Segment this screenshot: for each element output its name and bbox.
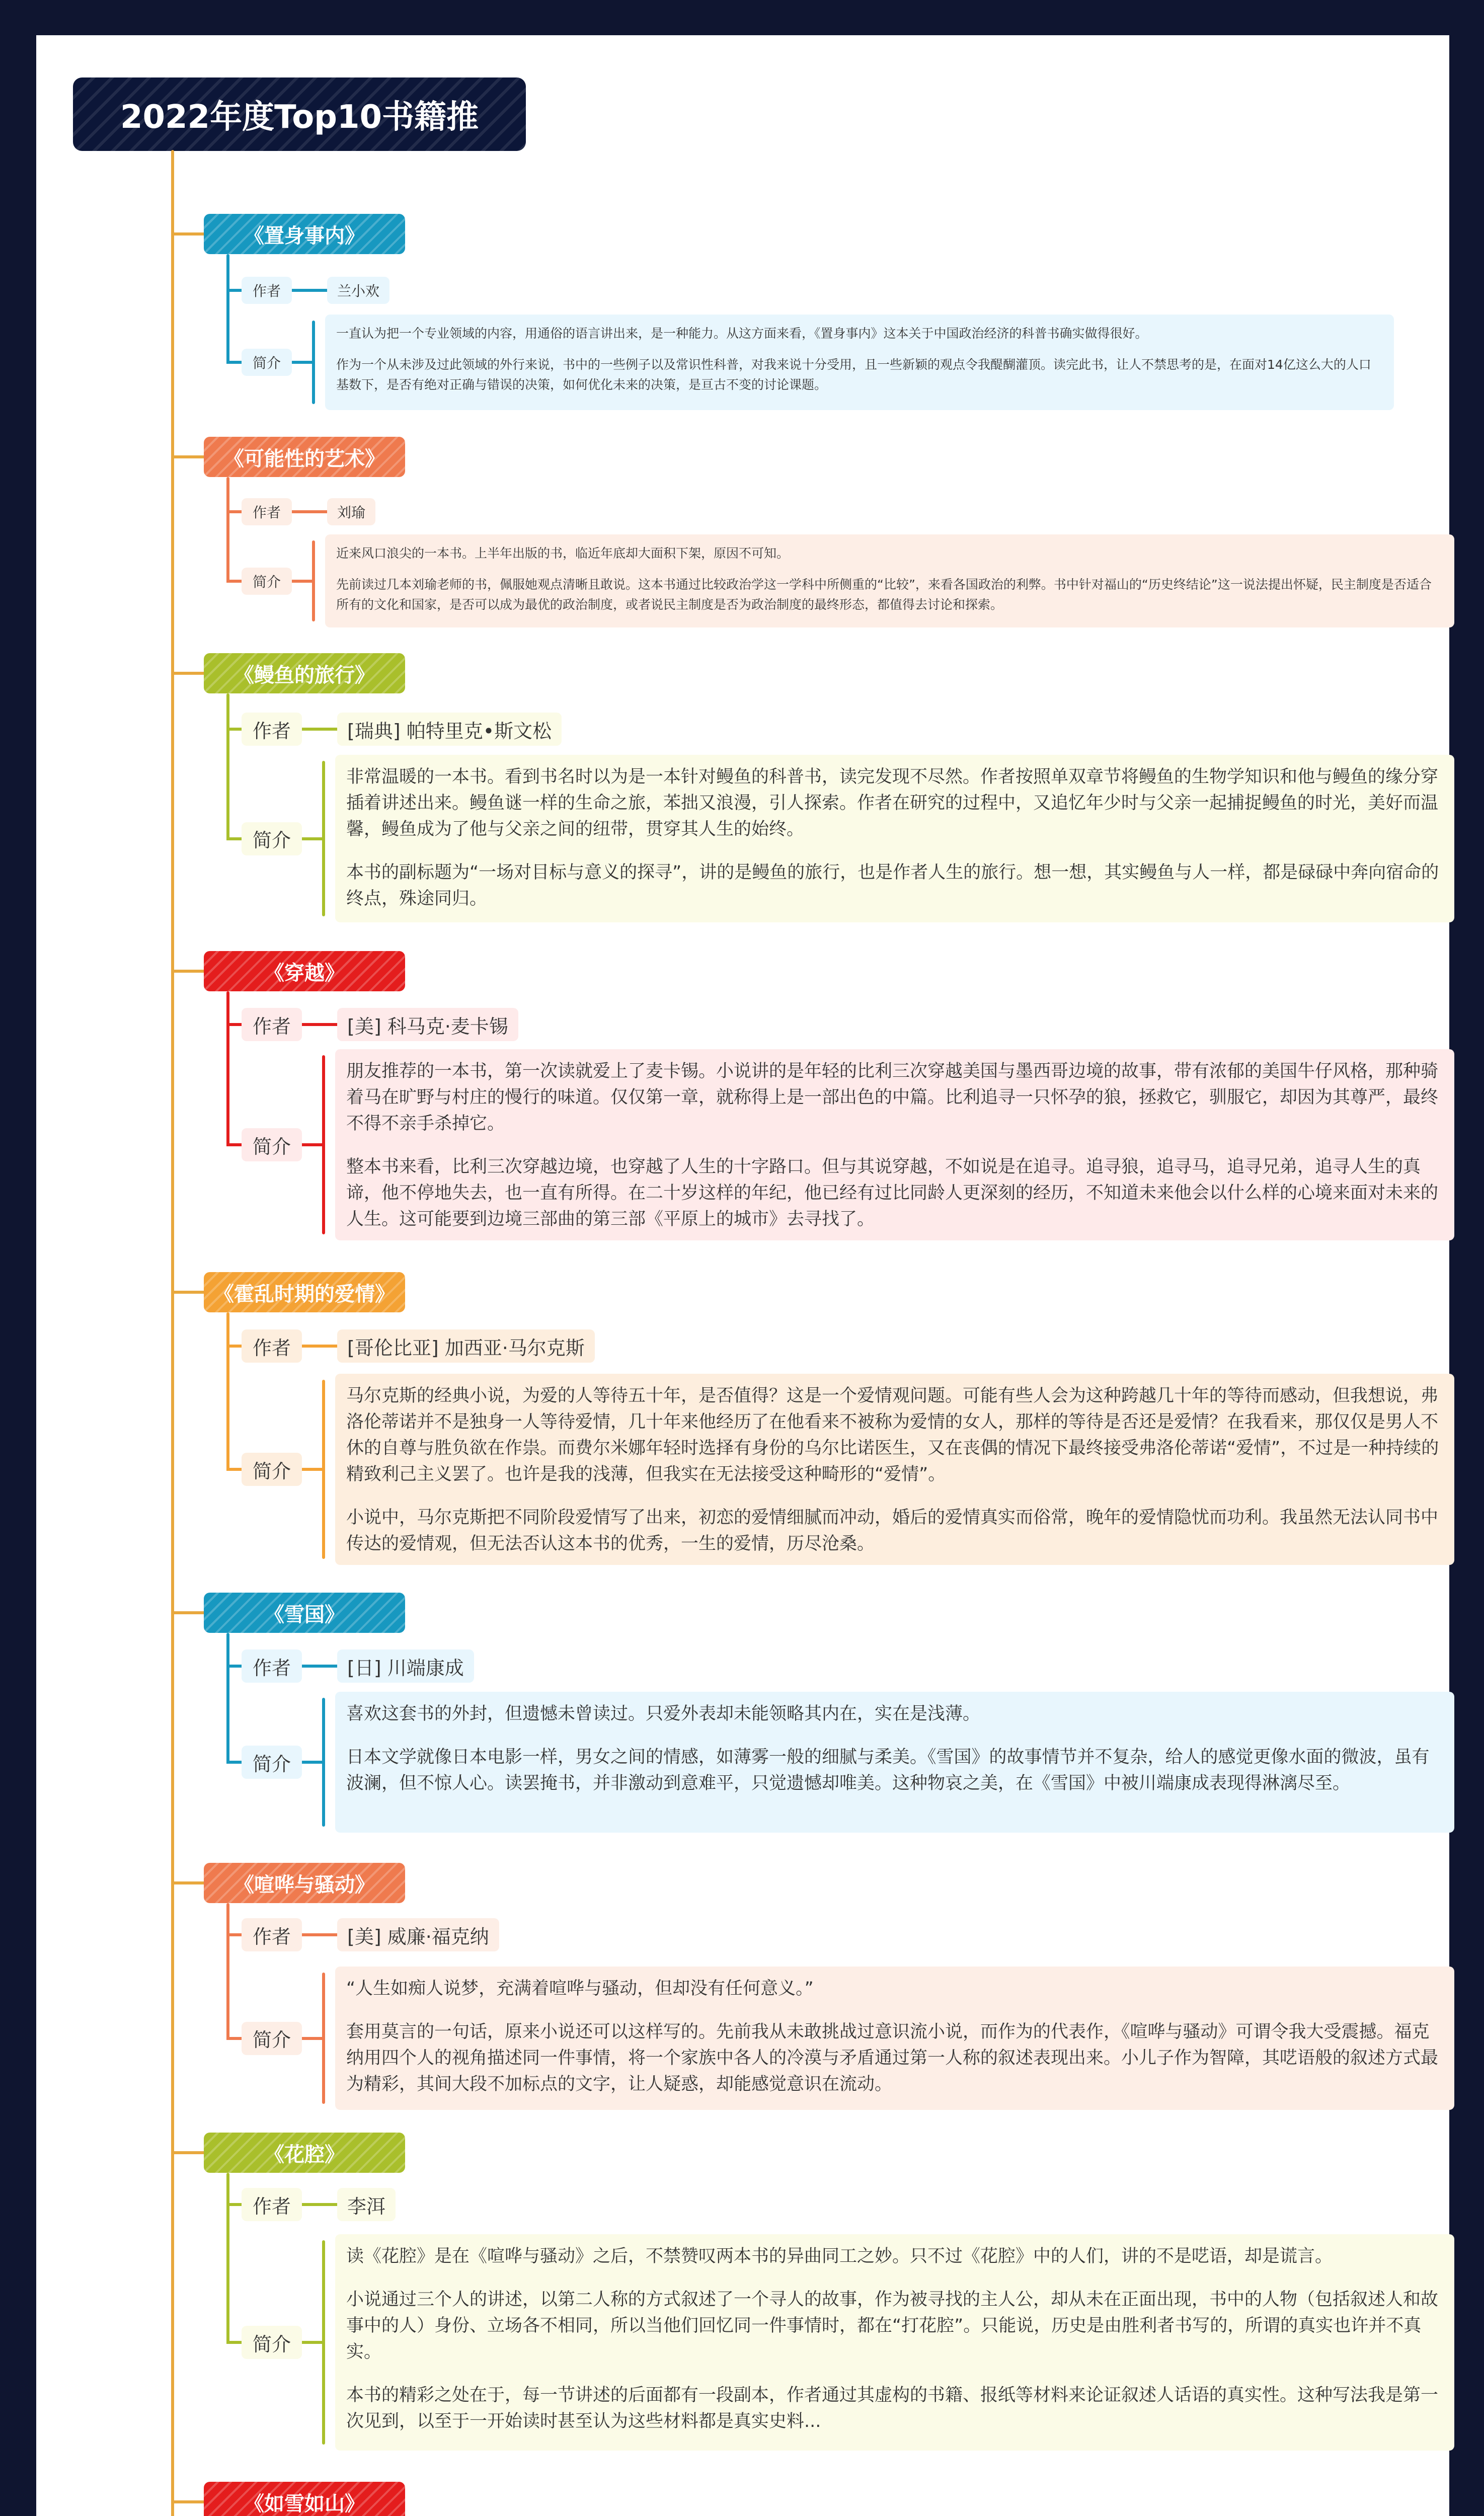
- author-tick: [226, 1665, 242, 1668]
- intro-paragraph: 本书的副标题为“一场对目标与意义的探寻”，讲的是鳗鱼的旅行，也是作者人生的旅行。想一想，其实鳗鱼与人一样，都是碌碌中奔向宿命的终点，殊途同归。: [346, 862, 1439, 909]
- author-label: 作者: [242, 277, 292, 304]
- author-label: 作者: [242, 1008, 302, 1041]
- intro-label: 简介: [242, 2022, 302, 2055]
- author-label: 作者: [242, 1329, 302, 1363]
- author-link: [302, 728, 337, 731]
- intro-paragraph: 日本文学就像日本电影一样，男女之间的情感，如薄雾一般的细腻与柔美。《雪国》的故事情节并不复杂，给人的感觉更像水面的微波，虽有波澜，但不惊人心。读罢掩书，并非激动到意难平，只觉遗憾却唯美。这种物哀之美，在《雪国》中被川端康成表现得淋漓尽至。: [346, 1747, 1430, 1793]
- intro-label: 简介: [242, 2326, 302, 2359]
- author-link: [302, 1665, 337, 1668]
- author-tick: [226, 2203, 242, 2206]
- intro-bracket: [322, 1380, 325, 1559]
- intro-bracket: [322, 1973, 325, 2104]
- author-link: [302, 2203, 337, 2206]
- book-title-node[interactable]: 《如雪如山》: [204, 2482, 405, 2516]
- intro-paragraph: 读《花腔》是在《喧哗与骚动》之后，不禁赞叹两本书的异曲同工之妙。只不过《花腔》中的人们，讲的不是呓语，却是谎言。: [346, 2246, 1333, 2266]
- intro-bracket: [312, 321, 315, 404]
- intro-tick: [226, 580, 242, 583]
- author-name: [瑞典] 帕特里克•斯文松: [337, 713, 562, 746]
- intro-paragraph: “人生如痴人说梦，充满着喧哗与骚动，但却没有任何意义。”: [346, 1979, 814, 1999]
- intro-bracket: [322, 2240, 325, 2445]
- intro-link: [292, 580, 312, 583]
- author-label: 作者: [242, 2188, 302, 2221]
- intro-paragraph: 本书的精彩之处在于，每一节讲述的后面都有一段副本，作者通过其虚构的书籍、报纸等材料来论证叙述人话语的真实性。这种写法我是第一次见到，以至于一开始读时甚至认为这些材料都是真实史料...: [346, 2385, 1439, 2431]
- author-tick: [226, 728, 242, 731]
- intro-label: 简介: [242, 822, 302, 855]
- author-link: [302, 1345, 337, 1348]
- author-name: [哥伦比亚] 加西亚·马尔克斯: [337, 1329, 595, 1363]
- intro-text-box: [335, 1049, 1454, 1240]
- author-link: [302, 1023, 337, 1026]
- intro-paragraph: 喜欢这套书的外封，但遗憾未曾读过。只爱外表却未能领略其内在，实在是浅薄。: [346, 1704, 981, 1724]
- book-branch-line: [226, 1903, 229, 2038]
- intro-paragraph: 小说中，马尔克斯把不同阶段爱情写了出来，初恋的爱情细腻而冲动，婚后的爱情真实而俗常，晚年的爱情隐忧而功利。我虽然无法认同书中传达的爱情观，但无法否认这本书的优秀，一生的爱情，历尽沧桑。: [346, 1508, 1439, 1554]
- author-link: [302, 1933, 337, 1936]
- book-title-node[interactable]: 《雪国》: [204, 1593, 405, 1633]
- intro-text-box: [325, 534, 1454, 627]
- root-title[interactable]: 2022年度Top10书籍推: [73, 77, 526, 151]
- book-title-node[interactable]: 《穿越》: [204, 951, 405, 991]
- book-branch-line: [226, 1312, 229, 1469]
- author-tick: [226, 289, 242, 292]
- book-branch-line: [226, 693, 229, 839]
- intro-tick: [226, 1761, 242, 1764]
- intro-paragraph: 近来风口浪尖的一本书。上半年出版的书，临近年底却大面积下架，原因不可知。: [336, 546, 790, 561]
- book-branch-line: [226, 1633, 229, 1762]
- book-title-node[interactable]: 《花腔》: [204, 2133, 405, 2173]
- intro-label: 简介: [242, 349, 292, 376]
- author-tick: [226, 510, 242, 513]
- author-label: 作者: [242, 1649, 302, 1683]
- author-name: [美] 威廉·福克纳: [337, 1918, 499, 1951]
- author-name: 李洱: [337, 2188, 396, 2221]
- intro-bracket: [322, 761, 325, 916]
- intro-paragraph: 作为一个从未涉及过此领域的外行来说，书中的一些例子以及常识性科普，对我来说十分受用，且一些新颖的观点令我醍醐灌顶。读完此书，让人不禁思考的是，在面对14亿这么大的人口基数下，是否有绝对正确与错误的决策，如何优化未来的决策，是亘古不变的讨论课题。: [336, 357, 1371, 392]
- intro-tick: [226, 1468, 242, 1471]
- intro-paragraph: 非常温暖的一本书。看到书名时以为是一本针对鳗鱼的科普书，读完发现不尽然。作者按照单双章节将鳗鱼的生物学知识和他与鳗鱼的缘分穿插着讲述出来。鳗鱼谜一样的生命之旅，苯拙又浪漫，引人探索。作者在研究的过程中，又追忆年少时与父亲一起捕捉鳗鱼的时光，美好而温馨，鳗鱼成为了他与父亲之间的纽带，贯穿其人生的始终。: [346, 767, 1439, 839]
- intro-link: [292, 361, 312, 364]
- intro-paragraph: 先前读过几本刘瑜老师的书，佩服她观点清晰且敢说。这本书通过比较政治学这一学科中所侧重的“比较”，来看各国政治的利弊。书中针对福山的“历史终结论”这一说法提出怀疑，民主制度是否适合所有的文化和国家，是否可以成为最优的政治制度，或者说民主制度是否为政治制度的最终形态，都值得去讨论和探索。: [336, 577, 1432, 612]
- intro-paragraph: 一直认为把一个专业领域的内容，用通俗的语言讲出来，是一种能力。从这方面来看，《置身事内》这本关于中国政治经济的科普书确实做得很好。: [336, 326, 1148, 341]
- author-tick: [226, 1933, 242, 1936]
- intro-text-box: [335, 1692, 1454, 1833]
- book-branch-line: [226, 477, 229, 581]
- intro-text-box: [335, 755, 1454, 922]
- author-tick: [226, 1345, 242, 1348]
- author-link: [292, 289, 327, 292]
- intro-paragraph: 马尔克斯的经典小说，为爱的人等待五十年，是否值得？这是一个爱情观问题。可能有些人会为这种跨越几十年的等待而感动，但我想说，弗洛伦蒂诺并不是独身一人等待爱情，几十年来他经历了在他看来不被称为爱情的女人，那样的等待是否还是爱情？在我看来，那仅仅是男人不休的自尊与胜负欲在作祟。而费尔米娜年轻时选择有身份的乌尔比诺医生，又在丧偶的情况下最终接受弗洛伦蒂诺“爱情”，不过是一种持续的精致利己主义罢了。也许是我的浅薄，但我实在无法接受这种畸形的“爱情”。: [346, 1386, 1439, 1484]
- author-label: 作者: [242, 498, 292, 525]
- author-name: [美] 科马克·麦卡锡: [337, 1008, 518, 1041]
- intro-label: 简介: [242, 568, 292, 595]
- book-title-node[interactable]: 《霍乱时期的爱情》: [204, 1272, 405, 1312]
- intro-text-box: [325, 314, 1394, 410]
- intro-link: [302, 2037, 322, 2040]
- intro-tick: [226, 2037, 242, 2040]
- intro-link: [302, 2341, 322, 2344]
- intro-link: [302, 1468, 322, 1471]
- intro-text-box: [335, 1967, 1454, 2110]
- intro-bracket: [312, 540, 315, 621]
- book-branch-line: [226, 254, 229, 362]
- book-title-node[interactable]: 《鳗鱼的旅行》: [204, 653, 405, 693]
- book-title-node[interactable]: 《喧哗与骚动》: [204, 1863, 405, 1903]
- author-name: 刘瑜: [327, 498, 375, 525]
- intro-paragraph: 整本书来看，比利三次穿越边境，也穿越了人生的十字路口。但与其说穿越，不如说是在追寻。追寻狼，追寻马，追寻兄弟，追寻人生的真谛，他不停地失去，也一直有所得。在二十岁这样的年纪，他已经有过比同龄人更深刻的经历，不知道未来他会以什么样的心境来面对未来的人生。这可能要到边境三部曲的第三部《平原上的城市》去寻找了。: [346, 1157, 1439, 1229]
- book-branch-line: [226, 2173, 229, 2342]
- intro-paragraph: 小说通过三个人的讲述，以第二人称的方式叙述了一个寻人的故事，作为被寻找的主人公，却从未在正面出现，书中的人物（包括叙述人和故事中的人）身份、立场各不相同，所以当他们回忆同一件事情时，都在“打花腔”。只能说，历史是由胜利者书写的，所谓的真实也许并不真实。: [346, 2290, 1439, 2362]
- intro-label: 简介: [242, 1746, 302, 1779]
- intro-paragraph: 朋友推荐的一本书，第一次读就爱上了麦卡锡。小说讲的是年轻的比利三次穿越美国与墨西哥边境的故事，带有浓郁的美国牛仔风格，那种骑着马在旷野与村庄的慢行的味道。仅仅第一章，就称得上是一部出色的中篇。比利追寻一只怀孕的狼，拯救它，驯服它，却因为其尊严，最终不得不亲手杀掉它。: [346, 1061, 1439, 1134]
- author-label: 作者: [242, 1918, 302, 1951]
- intro-text-box: [335, 2234, 1454, 2451]
- intro-tick: [226, 2341, 242, 2344]
- author-link: [292, 510, 327, 513]
- author-label: 作者: [242, 713, 302, 746]
- intro-paragraph: 套用莫言的一句话，原来小说还可以这样写的。先前我从未敢挑战过意识流小说，而作为的代表作，《喧哗与骚动》可谓令我大受震撼。福克纳用四个人的视角描述同一件事情，将一个家族中各人的冷漠与矛盾通过第一人称的叙述表现出来。小儿子作为智障，其呓语般的叙述方式最为精彩，其间大段不加标点的文字，让人疑惑，却能感觉意识在流动。: [346, 2022, 1439, 2094]
- author-tick: [226, 1023, 242, 1026]
- main-trunk-line: [171, 150, 174, 2516]
- intro-link: [302, 1761, 322, 1764]
- intro-tick: [226, 361, 242, 364]
- intro-label: 简介: [242, 1453, 302, 1486]
- book-branch-line: [226, 991, 229, 1145]
- intro-tick: [226, 1143, 242, 1146]
- intro-bracket: [322, 1055, 325, 1234]
- book-title-node[interactable]: 《置身事内》: [204, 214, 405, 254]
- author-name: [日] 川端康成: [337, 1649, 474, 1683]
- intro-bracket: [322, 1698, 325, 1827]
- book-title-node[interactable]: 《可能性的艺术》: [204, 437, 405, 477]
- intro-tick: [226, 837, 242, 840]
- author-name: 兰小欢: [327, 277, 389, 304]
- intro-link: [302, 1143, 322, 1146]
- intro-link: [302, 837, 322, 840]
- intro-label: 简介: [242, 1128, 302, 1161]
- intro-text-box: [335, 1374, 1454, 1565]
